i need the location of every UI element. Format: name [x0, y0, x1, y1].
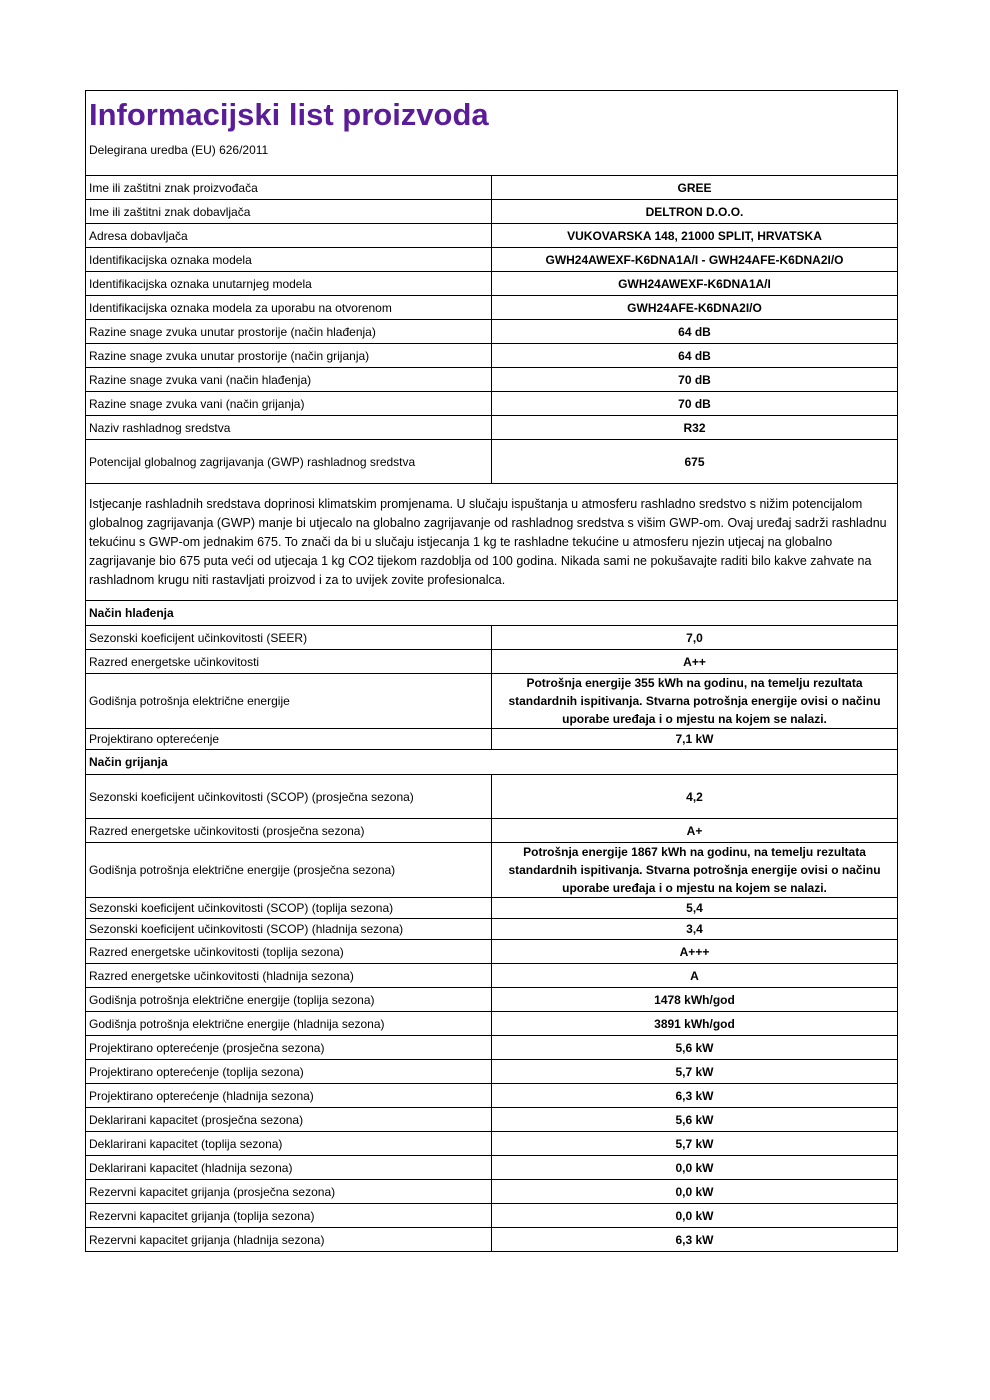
table-row [86, 272, 898, 296]
table-row [86, 964, 898, 988]
row-value: 5,4 [492, 898, 898, 919]
row-value: GWH24AWEXF-K6DNA1A/I [492, 272, 898, 296]
table-row [86, 1084, 898, 1108]
row-label: Rezervni kapacitet grijanja (toplija sezona) [86, 1204, 492, 1228]
table-row [86, 626, 898, 650]
row-value: 7,1 kW [492, 729, 898, 750]
row-value: 70 dB [492, 368, 898, 392]
row-label: Godišnja potrošnja električne energije (prosječna sezona) [86, 843, 492, 898]
row-label: Razred energetske učinkovitosti (prosječna sezona) [86, 819, 492, 843]
row-value: R32 [492, 416, 898, 440]
table-row [86, 200, 898, 224]
row-label: Naziv rashladnog sredstva [86, 416, 492, 440]
row-value: GWH24AWEXF-K6DNA1A/I - GWH24AFE-K6DNA2I/O [492, 248, 898, 272]
table-row [86, 176, 898, 200]
table-row [86, 1156, 898, 1180]
table-row [86, 729, 898, 750]
section-heading-cooling: Način hlađenja [86, 601, 898, 626]
section-heading-heating: Način grijanja [86, 750, 898, 775]
row-value: 64 dB [492, 344, 898, 368]
table-row [86, 940, 898, 964]
row-label: Projektirano opterećenje (hladnija sezona) [86, 1084, 492, 1108]
row-label: Razine snage zvuka unutar prostorije (način grijanja) [86, 344, 492, 368]
section-row [86, 750, 898, 775]
row-label: Razred energetske učinkovitosti [86, 650, 492, 674]
table-row [86, 1060, 898, 1084]
row-label: Godišnja potrošnja električne energije (hladnija sezona) [86, 1012, 492, 1036]
row-value: 7,0 [492, 626, 898, 650]
table-row [86, 843, 898, 898]
row-value: 5,7 kW [492, 1060, 898, 1084]
row-value: DELTRON D.O.O. [492, 200, 898, 224]
row-value: 5,7 kW [492, 1132, 898, 1156]
row-label: Godišnja potrošnja električne energije [86, 674, 492, 729]
note-row [86, 484, 898, 601]
row-value: A+ [492, 819, 898, 843]
row-label: Identifikacijska oznaka modela za uporabu na otvorenom [86, 296, 492, 320]
table-row [86, 898, 898, 919]
row-label: Potencijal globalnog zagrijavanja (GWP) rashladnog sredstva [86, 440, 492, 484]
row-value: A [492, 964, 898, 988]
table-row [86, 919, 898, 940]
row-label: Rezervni kapacitet grijanja (hladnija sezona) [86, 1228, 492, 1252]
row-value: 0,0 kW [492, 1204, 898, 1228]
row-value: Potrošnja energije 1867 kWh na godinu, na temelju rezultata standardnih ispitivanja. Stvarna potrošnja energije ovisi o načinu uporabe uređaja i o mjestu na kojem se nalazi. [492, 843, 898, 898]
table-row [86, 1228, 898, 1252]
product-info-table [85, 90, 898, 1252]
table-row [86, 1012, 898, 1036]
table-row [86, 819, 898, 843]
row-label: Razred energetske učinkovitosti (hladnija sezona) [86, 964, 492, 988]
row-value: 5,6 kW [492, 1108, 898, 1132]
row-label: Deklarirani kapacitet (hladnija sezona) [86, 1156, 492, 1180]
row-label: Ime ili zaštitni znak proizvođača [86, 176, 492, 200]
row-value: GWH24AFE-K6DNA2I/O [492, 296, 898, 320]
row-label: Identifikacijska oznaka modela [86, 248, 492, 272]
row-label: Razine snage zvuka unutar prostorije (način hlađenja) [86, 320, 492, 344]
table-row [86, 224, 898, 248]
table-row [86, 1204, 898, 1228]
row-label: Sezonski koeficijent učinkovitosti (SCOP) (hladnija sezona) [86, 919, 492, 940]
table-row [86, 392, 898, 416]
header-cell [86, 91, 898, 176]
row-label: Godišnja potrošnja električne energije (toplija sezona) [86, 988, 492, 1012]
table-row [86, 344, 898, 368]
section-row [86, 601, 898, 626]
table-row [86, 1108, 898, 1132]
row-label: Deklarirani kapacitet (toplija sezona) [86, 1132, 492, 1156]
table-row [86, 296, 898, 320]
row-value: 5,6 kW [492, 1036, 898, 1060]
table-row [86, 1036, 898, 1060]
row-label: Deklarirani kapacitet (prosječna sezona) [86, 1108, 492, 1132]
table-row [86, 368, 898, 392]
row-label: Projektirano opterećenje (toplija sezona) [86, 1060, 492, 1084]
row-value: 70 dB [492, 392, 898, 416]
table-row [86, 1132, 898, 1156]
table-row [86, 416, 898, 440]
row-value: A++ [492, 650, 898, 674]
row-value: Potrošnja energije 355 kWh na godinu, na temelju rezultata standardnih ispitivanja. Stvarna potrošnja energije ovisi o načinu uporabe uređaja i o mjestu na kojem se nalazi. [492, 674, 898, 729]
row-label: Projektirano opterećenje [86, 729, 492, 750]
row-value: 675 [492, 440, 898, 484]
refrigerant-note: Istjecanje rashladnih sredstava doprinosi klimatskim promjenama. U slučaju ispuštanja u atmosferu rashladno sredstvo s nižim potencijalom globalnog zagrijavanja (GWP) manje bi utjecalo na globalno zagrijavanje od rashladnog sredstva s višim GWP-om. Ovaj uređaj sadrži rashladnu tekućinu s GWP-om jednakim 675. To znači da bi u slučaju istjecanja 1 kg te rashladne tekućine u atmosferu njezin utjecaj na globalno zagrijavanje bio 675 puta veći od utjecaja 1 kg CO2 tijekom razdoblja od 100 godina. Nikada sami ne pokušavajte raditi bilo kakve zahvate na rashladnom krugu niti rastavljati proizvod i za to uvijek zovite profesionalca. [86, 484, 898, 601]
row-value: VUKOVARSKA 148, 21000 SPLIT, HRVATSKA [492, 224, 898, 248]
table-row [86, 1180, 898, 1204]
row-value: A+++ [492, 940, 898, 964]
table-row [86, 674, 898, 729]
row-value: 6,3 kW [492, 1228, 898, 1252]
page-title: Informacijski list proizvoda [89, 97, 489, 132]
row-value: 0,0 kW [492, 1156, 898, 1180]
row-label: Rezervni kapacitet grijanja (prosječna sezona) [86, 1180, 492, 1204]
row-label: Projektirano opterećenje (prosječna sezona) [86, 1036, 492, 1060]
row-value: 0,0 kW [492, 1180, 898, 1204]
row-label: Identifikacijska oznaka unutarnjeg modela [86, 272, 492, 296]
table-row [86, 988, 898, 1012]
table-row [86, 248, 898, 272]
row-value: 3,4 [492, 919, 898, 940]
row-label: Ime ili zaštitni znak dobavljača [86, 200, 492, 224]
row-value: 64 dB [492, 320, 898, 344]
row-label: Adresa dobavljača [86, 224, 492, 248]
row-value: 3891 kWh/god [492, 1012, 898, 1036]
row-value: 1478 kWh/god [492, 988, 898, 1012]
row-label: Razred energetske učinkovitosti (toplija sezona) [86, 940, 492, 964]
row-label: Sezonski koeficijent učinkovitosti (SCOP) (prosječna sezona) [86, 775, 492, 819]
row-label: Sezonski koeficijent učinkovitosti (SCOP) (toplija sezona) [86, 898, 492, 919]
row-label: Razine snage zvuka vani (način hlađenja) [86, 368, 492, 392]
row-label: Sezonski koeficijent učinkovitosti (SEER) [86, 626, 492, 650]
row-label: Razine snage zvuka vani (način grijanja) [86, 392, 492, 416]
regulation-reference: Delegirana uredba (EU) 626/2011 [89, 143, 269, 157]
row-value: 4,2 [492, 775, 898, 819]
table-row [86, 320, 898, 344]
table-row [86, 775, 898, 819]
table-row [86, 650, 898, 674]
row-value: GREE [492, 176, 898, 200]
product-information-sheet [85, 90, 898, 1252]
header-row [86, 91, 898, 176]
row-value: 6,3 kW [492, 1084, 898, 1108]
table-row [86, 440, 898, 484]
